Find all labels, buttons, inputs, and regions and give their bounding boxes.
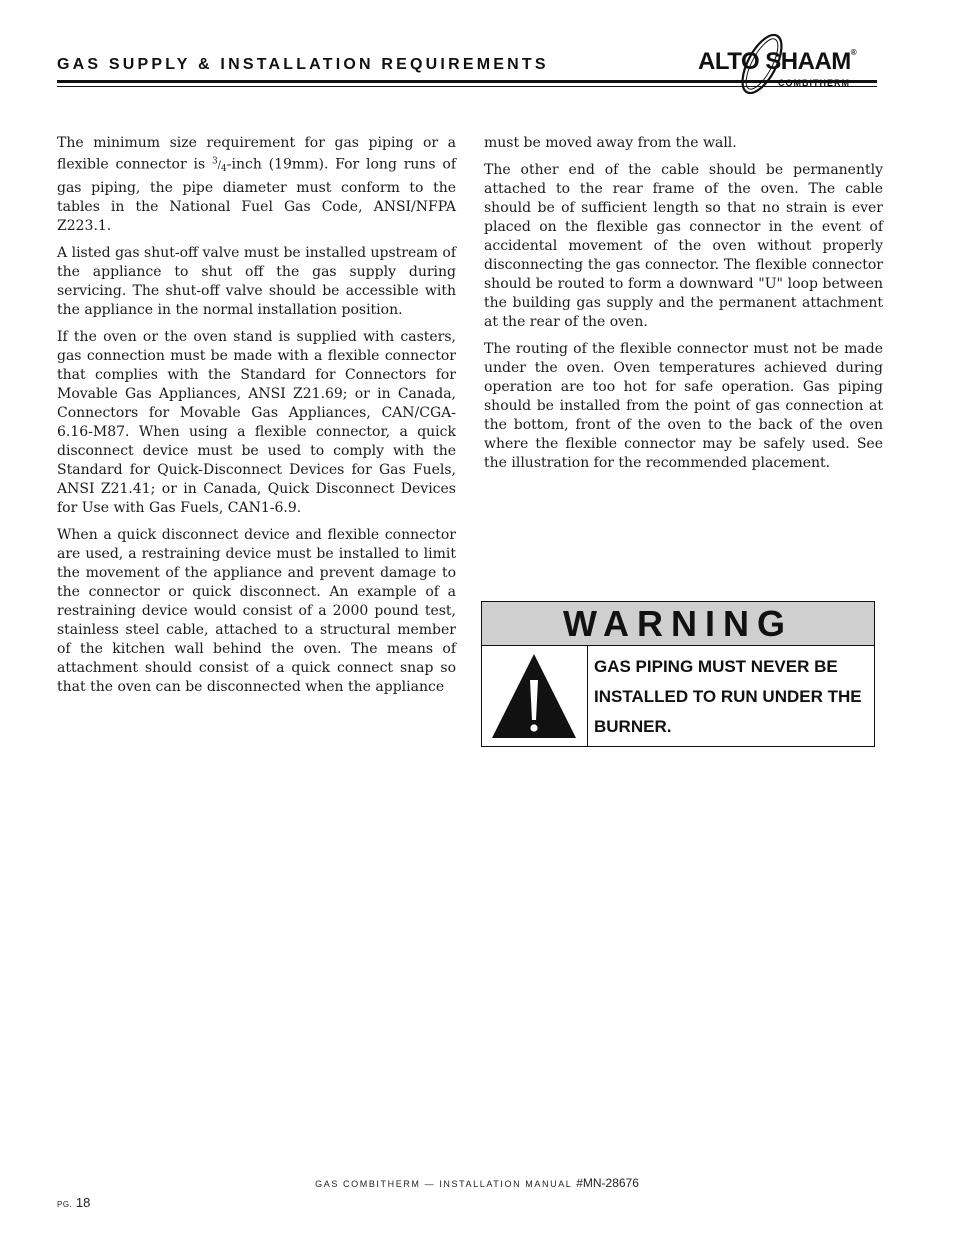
logo-subtitle: COMBITHERM	[778, 78, 850, 88]
paragraph-pipe-size: The minimum size requirement for gas piping or a flexible connector is $^3/_4$-inch (19mm). For long runs of gas piping, the pipe diameter must conform to the tables in the National Fuel Gas Code, ANSI/NFPA Z223.1.	[57, 135, 457, 235]
paragraph-shutoff-valve: A listed gas shut-off valve must be installed upstream of the appliance to shut off the gas supply during servicing. The shut-off valve should be accessible with the appliance in the normal installation position.	[57, 245, 456, 319]
manual-number: #MN-28676	[576, 1176, 639, 1190]
alto-shaam-logo	[692, 28, 882, 100]
page-number: PG. 18	[57, 1195, 91, 1210]
left-column	[57, 134, 456, 705]
warning-message: GAS PIPING MUST NEVER BE INSTALLED TO RUN UNDER THE BURNER.	[594, 657, 862, 736]
paragraph-cable-attachment: The other end of the cable should be permanently attached to the rear frame of the oven. The cable should be of sufficient length so that no strain is ever placed on the flexible gas connector in the event of accidental movement of the oven without properly disconnecting the gas connector. The flexible connector should be routed to form a downward "U" loop between the building gas supply and the permanent attachment at the rear of the oven.	[484, 162, 883, 330]
warning-icon-cell	[482, 646, 588, 746]
section-title: GAS SUPPLY & INSTALLATION REQUIREMENTS	[57, 56, 549, 73]
paragraph-connector-routing: The routing of the flexible connector must not be made under the oven. Oven temperatures achieved during operation are too hot for safe operation. Gas piping should be installed from the point of gas connection at the bottom, front of the oven to the back of the oven where the flexible connector may be safely used. See the illustration for the recommended placement.	[484, 341, 883, 471]
logo-brand: ALTO SHAAM®	[698, 48, 857, 75]
right-column	[484, 134, 883, 481]
paragraph-restraining-device: When a quick disconnect device and flexible connector are used, a restraining device must be installed to limit the movement of the appliance and prevent damage to the connector or quick disconnect. An example of a restraining device would consist of a 2000 pound test, stainless steel cable, attached to a structural member of the kitchen wall behind the oven. The means of attachment should consist of a quick connect snap so that the oven can be disconnected when the appliance	[57, 527, 456, 696]
warning-body	[482, 646, 874, 746]
footer-manual-label: GAS COMBITHERM — INSTALLATION MANUAL #MN-28676	[315, 1176, 639, 1190]
fraction-three-quarter: $^3/_4$	[211, 157, 227, 175]
paragraph-continuation: must be moved away from the wall.	[484, 135, 737, 151]
logo-registered-mark: ®	[850, 48, 857, 57]
warning-triangle-icon	[488, 650, 580, 742]
warning-title: WARNING	[482, 602, 874, 646]
warning-box	[481, 601, 875, 747]
paragraph-casters: If the oven or the oven stand is supplied with casters, gas connection must be made with a flexible connector that complies with the Standard for Connectors for Movable Gas Appliances, ANSI Z21.69; or in Canada, Connectors for Movable Gas Appliances, CAN/CGA-6.16-M87. When using a flexible connector, a quick disconnect device must be used to comply with the Standard for Quick-Disconnect Devices for Gas Fuels, ANSI Z21.41; or in Canada, Quick Disconnect Devices for Use with Gas Fuels, CAN1-6.9.	[57, 329, 456, 517]
